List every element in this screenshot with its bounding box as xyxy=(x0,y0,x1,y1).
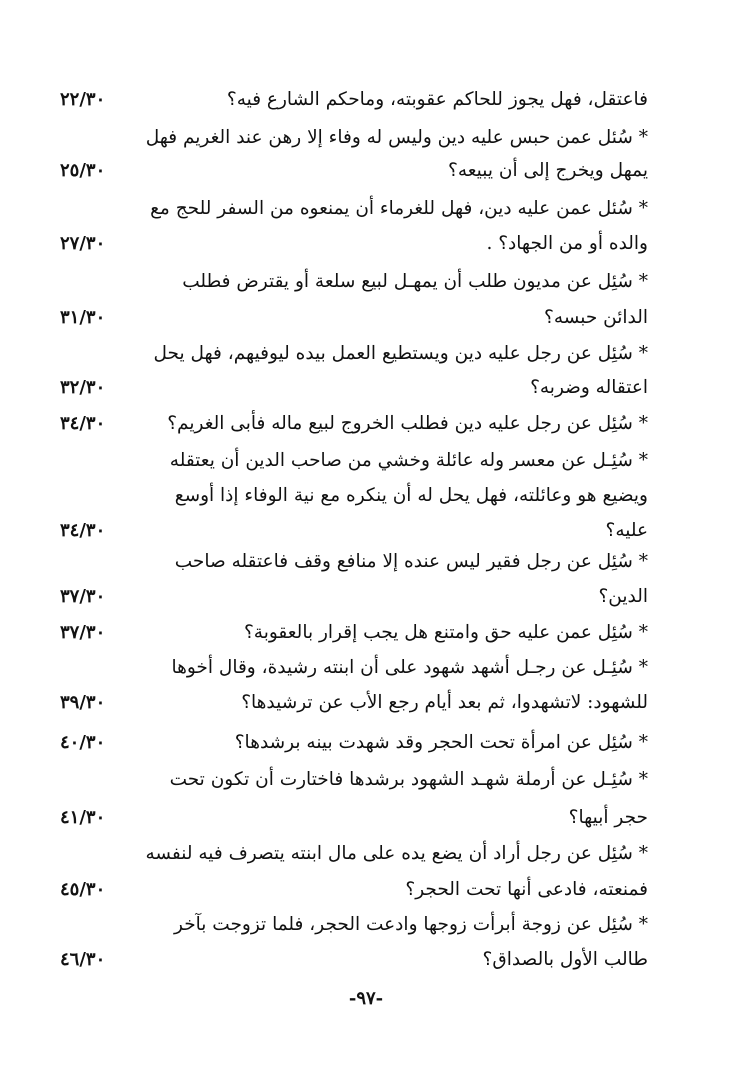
entry-text: * سُئِل عن رجل أراد أن يضع يده على مال ابنته يتصرف فيه لنفسه xyxy=(145,843,648,864)
entry-text: * سُئل عمن عليه دين، فهل للغرماء أن يمنعوه من السفر للحج مع xyxy=(150,198,648,219)
entry-text: ويضيع هو وعائلته، فهل يحل له أن ينكره مع نية الوفاء إذا أوسع xyxy=(174,485,648,506)
entry-text: عليه؟ xyxy=(605,520,648,541)
entry-reference: ٤٦/٣٠ xyxy=(60,949,106,970)
entry-text: فاعتقل، فهل يجوز للحاكم عقوبته، وماحكم الشارع فيه؟ xyxy=(226,89,648,110)
entry-reference: ٢٥/٣٠ xyxy=(60,160,106,181)
entry-reference: ٤٠/٣٠ xyxy=(60,732,106,753)
entry-text: والده أو من الجهاد؟ . xyxy=(486,233,648,254)
entry-text: فمنعته، فادعى أنها تحت الحجر؟ xyxy=(405,879,648,900)
entry-reference: ٣٩/٣٠ xyxy=(60,692,106,713)
entry-text: * سُئِل عن رجل عليه دين ويستطيع العمل بيده ليوفيهم، فهل يحل xyxy=(153,343,648,364)
page-number: -٩٧- xyxy=(348,988,384,1009)
entry-text: * سُئِل عن زوجة أبرأت زوجها وادعت الحجر، فلما تزوجت بآخر xyxy=(174,914,648,935)
entry-text: اعتقاله وضربه؟ xyxy=(530,377,648,398)
entry-text: طالب الأول بالصداق؟ xyxy=(482,949,648,970)
entry-text: للشهود: لاتشهدوا، ثم بعد أيام رجع الأب عن ترشيدها؟ xyxy=(241,692,648,713)
entry-text: يمهل ويخرج إلى أن يبيعه؟ xyxy=(448,160,648,181)
entry-text: * سُئل عمن حبس عليه دين وليس له وفاء إلا رهن عند الغريم فهل xyxy=(145,127,648,148)
entry-text: * سُئِل عمن عليه حق وامتنع هل يجب إقرار بالعقوبة؟ xyxy=(243,622,648,643)
entry-text: * سُئِـل عن معسر وله عائلة وخشي من صاحب الدين أن يعتقله xyxy=(169,450,648,471)
entry-reference: ٤٥/٣٠ xyxy=(60,879,106,900)
entry-text: * سُئِل عن مديون طلب أن يمهـل لبيع سلعة أو يقترض فطلب xyxy=(182,271,648,292)
entry-reference: ٣٢/٣٠ xyxy=(60,377,106,398)
entry-reference: ٢٢/٣٠ xyxy=(60,89,106,110)
entry-text: * سُئِل عن امرأة تحت الحجر وقد شهدت بينه برشدها؟ xyxy=(234,732,648,753)
entry-text: حجر أبيها؟ xyxy=(568,807,648,828)
entry-text: * سُئِل عن رجل فقير ليس عنده إلا منافع وقف فاعتقله صاحب xyxy=(174,551,648,572)
entry-text: * سُئِـل عن رجـل أشهد شهود على أن ابنته رشيدة، وقال أخوها xyxy=(171,657,648,678)
entry-reference: ٣٧/٣٠ xyxy=(60,622,106,643)
entry-reference: ٣٤/٣٠ xyxy=(60,413,106,434)
entry-reference: ٣٧/٣٠ xyxy=(60,586,106,607)
entry-reference: ٣٤/٣٠ xyxy=(60,520,106,541)
entry-reference: ٤١/٣٠ xyxy=(60,807,106,828)
entry-text: * سُئِل عن رجل عليه دين فطلب الخروج لبيع ماله فأبى الغريم؟ xyxy=(167,413,648,434)
entry-text: الدين؟ xyxy=(598,586,648,607)
entry-reference: ٢٧/٣٠ xyxy=(60,233,106,254)
entry-text: الدائن حبسه؟ xyxy=(544,307,648,328)
entry-text: * سُئِـل عن أرملة شهـد الشهود برشدها فاختارت أن تكون تحت xyxy=(169,769,648,790)
entry-reference: ٣١/٣٠ xyxy=(60,307,106,328)
